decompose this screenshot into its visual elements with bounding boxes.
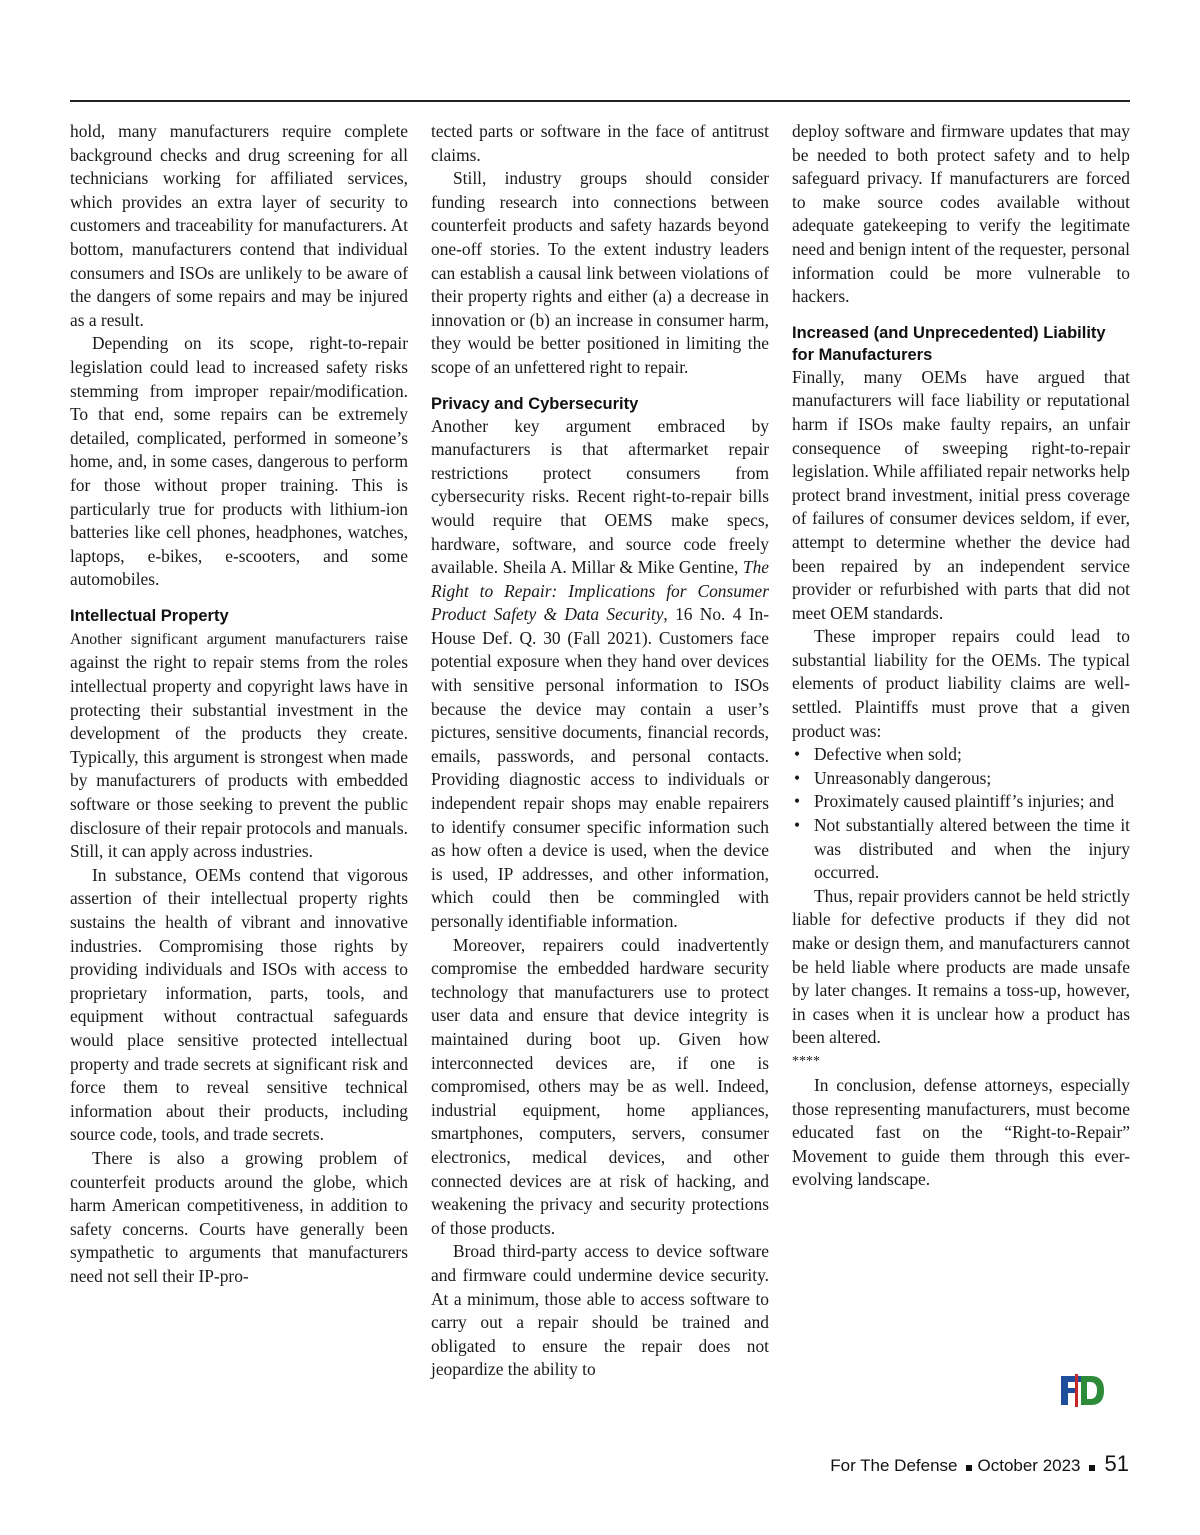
separator-square	[966, 1465, 972, 1471]
paragraph	[70, 627, 408, 864]
section-heading-privacy: Privacy and Cybersecurity	[431, 394, 639, 413]
section-heading-liability: Increased (and Unprecedented) Liability for Manufacturers	[792, 323, 1106, 364]
paragraph: There is also a growing problem of counterfeit products around the globe, which harm American competitiveness, in addition to safety concerns. Courts have generally been sympathetic to arguments that manufacturers need not sell their IP-pro-	[70, 1147, 408, 1286]
paragraph: Depending on its scope, right-to-repair legislation could lead to increased safety risks stemming from improper repair/modification. To that end, some repairs can be extremely detailed, complicated, performed in someone’s home, and, in some cases, dangerous to perform for those without proper training. This is particularly true for products with lithium-ion batteries like cell phones, headphones, watches, laptops, e-bikes, e-scooters, and some automobiles.	[70, 333, 408, 590]
page-footer	[830, 1451, 1129, 1477]
list-item: • Not substantially altered between the time it was distributed and when the injury occurred.	[792, 814, 1130, 885]
logo-accent-bar	[1075, 1374, 1078, 1407]
fd-logo	[1061, 1374, 1105, 1407]
paragraph-part: Another key argument embraced by manufacturers is that aftermarket repair restrictions protect consumers from cybersecurity risks. Recent right-to-repair bills would require that OEMS make specs, hardware, software, and source code freely available. Sheila A. Millar & Mike Gentine,	[431, 415, 769, 578]
paragraph: tected parts or software in the face of antitrust claims.	[431, 121, 769, 165]
paragraph: These improper repairs could lead to substantial liability for the OEMs. The typical elements of product liability claims are well-settled. Plaintiffs must prove that a given product was:	[792, 626, 1130, 741]
paragraph: In conclusion, defense attorneys, especially those representing manufacturers, must become educated fast on the “Right-to-Repair” Movement to guide them through this ever-evolving landscape.	[792, 1074, 1130, 1190]
bullet-list	[792, 743, 1130, 885]
paragraph: Still, industry groups should consider funding research into connections between counterfeit products and safety hazards beyond one-off stories. To the extent industry leaders can establish a causal link between violations of their property rights and either (a) a decrease in innovation or (b) an increase in consumer harm, they would be better positioned in limiting the scope of an unfettered right to repair.	[431, 168, 769, 377]
paragraph: Moreover, repairers could inadvertently compromise the embedded hardware security technology that manufacturers use to protect user data and ensure that device integrity is maintained during boot up. Given how interconnected devices are, if one is compromised, others may be as well. Indeed, industrial equipment, home appliances, smartphones, computers, servers, consumer electronics, medical devices, and other connected devices are at risk of hacking, and weakening the privacy and security protections of those products.	[431, 934, 769, 1238]
section-separator: ****	[792, 1053, 820, 1069]
paragraph: Finally, many OEMs have argued that manufacturers will face liability or reputational harm if ISOs make faulty repairs, an unfair consequence of sweeping right-to-repair legislation. While affiliated repair networks help protect brand investment, initial press coverage of failures of consumer devices seldom, if ever, attempt to determine whether the device had been repaired by an independent service provider or refurbished with parts that did not meet OEM standards.	[792, 366, 1130, 623]
separator-square	[1089, 1465, 1095, 1471]
publication-name: For The Defense	[830, 1456, 958, 1475]
list-item: • Defective when sold;	[792, 743, 1130, 767]
logo-d	[1081, 1376, 1104, 1405]
column-2	[431, 120, 769, 1382]
list-item: • Unreasonably dangerous;	[792, 767, 1130, 791]
page-number: 51	[1104, 1451, 1129, 1476]
paragraph: deploy software and firmware updates that may be needed to both protect safety and to help safeguard privacy. If manufacturers are forced to make source codes available without adequate gatekeeping to verify the legitimate need and benign intent of the requester, personal information could be more vulnerable to hackers.	[792, 121, 1130, 307]
top-rule	[70, 100, 1130, 102]
column-1	[70, 120, 408, 1289]
paragraph: Thus, repair providers cannot be held strictly liable for defective products if they did not make or design them, and manufacturers cannot be held liable where products are made unsafe by later changes. It remains a toss-up, however, in cases when it is unclear how a product has been altered.	[792, 885, 1130, 1048]
paragraph: In substance, OEMs contend that vigorous assertion of their intellectual property rights sustains the health of vibrant and innovative industries. Compromising those rights by providing individuals and ISOs with access to proprietary information, parts, tools, and equipment without contractual safeguards would place sensitive protected intellectual property and trade secrets at significant risk and force them to reveal sensitive technical information about their products, including source code, tools, and trade secrets.	[70, 864, 408, 1145]
paragraph-lead: Another significant argument manufacturers	[70, 630, 366, 648]
citation-title: The Right to Repair: Implications for Consumer Product Safety & Data Security	[431, 557, 769, 625]
paragraph-part: , 16 No. 4 In-House Def. Q. 30 (Fall 2021). Customers face potential exposure when they hand over devices with sensitive personal information to ISOs because the device may contain a user’s pictures, sensitive documents, financial records, emails, passwords, and personal contacts. Providing diagnostic access to individuals or independent repair shops may enable repairers to identify consumer specific information such as how often a device is used, when the device is used, IP addresses, and other information, which could then be commingled with personally identifiable information.	[431, 604, 769, 931]
paragraph: Broad third-party access to device software and firmware could undermine device security. At a minimum, those able to access software to carry out a repair should be trained and obligated to ensure the repair does not jeopardize the ability to	[431, 1241, 769, 1380]
paragraph: hold, many manufacturers require complete background checks and drug screening for all technicians working for affiliated services, which provides an extra layer of security to customers and traceability for manufacturers. At bottom, manufacturers contend that individual consumers and ISOs are unlikely to be aware of the dangers of some repairs and may be injured as a result.	[70, 121, 408, 330]
list-item: • Proximately caused plaintiff’s injuries; and	[792, 790, 1130, 814]
logo-f-mid	[1061, 1388, 1076, 1393]
column-3	[792, 120, 1130, 1192]
issue-date: October 2023	[977, 1456, 1081, 1475]
paragraph-body: raise against the right to repair stems from the roles intellectual property and copyright laws have in protecting their substantial investment in the development of the products they create. Typically, this argument is strongest when made by manufacturers of products with embedded software or those seeking to prevent the public disclosure of their repair protocols and manuals. Still, it can apply across industries.	[70, 627, 408, 862]
section-heading-intellectual-property: Intellectual Property	[70, 606, 229, 625]
paragraph	[431, 415, 769, 934]
